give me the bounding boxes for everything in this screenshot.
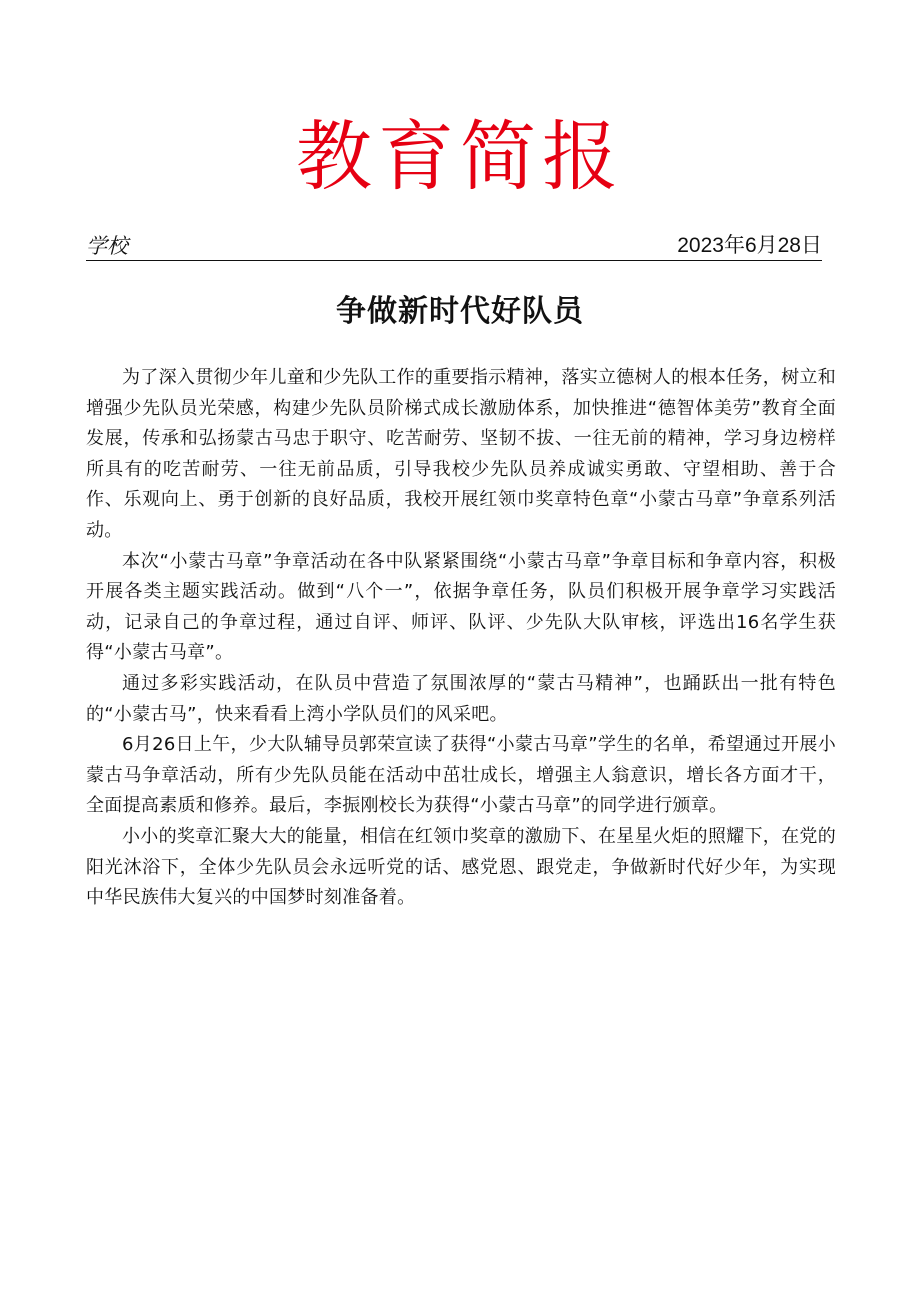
issue-date: 2023年6月28日 [677, 234, 822, 257]
article-body [86, 363, 836, 914]
paragraph-4: 6月26日上午，少大队辅导员郭荣宣读了获得“小蒙古马章”学生的名单，希望通过开展小蒙古马争章活动，所有少先队员能在活动中茁壮成长，增强主人翁意识，增长各方面才干，全面提高素质和修养。最后，李振刚校长为获得“小蒙古马章”的同学进行颁章。 [86, 734, 836, 817]
school-label: 学校 [86, 234, 128, 258]
paragraph-3: 通过多彩实践活动，在队员中营造了氛围浓厚的“蒙古马精神”，也踊跃出一批有特色的“小蒙古马”，快来看看上湾小学队员们的风采吧。 [86, 672, 836, 725]
school-date-line [86, 232, 822, 261]
article-headline: 争做新时代好队员 [336, 294, 584, 329]
paragraph-5: 小小的奖章汇聚大大的能量，相信在红领巾奖章的激励下、在星星火炬的照耀下，在党的阳光沐浴下，全体少先队员会永远听党的话、感党恩、跟党走，争做新时代好少年，为实现中华民族伟大复兴的中国梦时刻准备着。 [86, 825, 836, 909]
newsletter-masthead: 教育简报 [296, 112, 624, 201]
paragraph-2: 本次“小蒙古马章”争章活动在各中队紧紧围绕“小蒙古马章”争章目标和争章内容，积极开展各类主题实践活动。做到“八个一”，依据争章任务，队员们积极开展争章学习实践活动，记录自己的争章过程，通过自评、师评、队评、少先队大队审核，评选出16名学生获得“小蒙古马章”。 [86, 550, 836, 664]
paragraph-1: 为了深入贯彻少年儿童和少先队工作的重要指示精神，落实立德树人的根本任务，树立和增强少先队员光荣感，构建少先队员阶梯式成长激励体系，加快推进“德智体美劳”教育全面发展，传承和弘扬蒙古马忠于职守、吃苦耐劳、坚韧不拔、一往无前的精神，学习身边榜样所具有的吃苦耐劳、一往无前品质，引导我校少先队员养成诚实勇敢、守望相助、善于合作、乐观向上、勇于创新的良好品质，我校开展红领巾奖章特色章“小蒙古马章”争章系列活动。 [86, 367, 836, 541]
